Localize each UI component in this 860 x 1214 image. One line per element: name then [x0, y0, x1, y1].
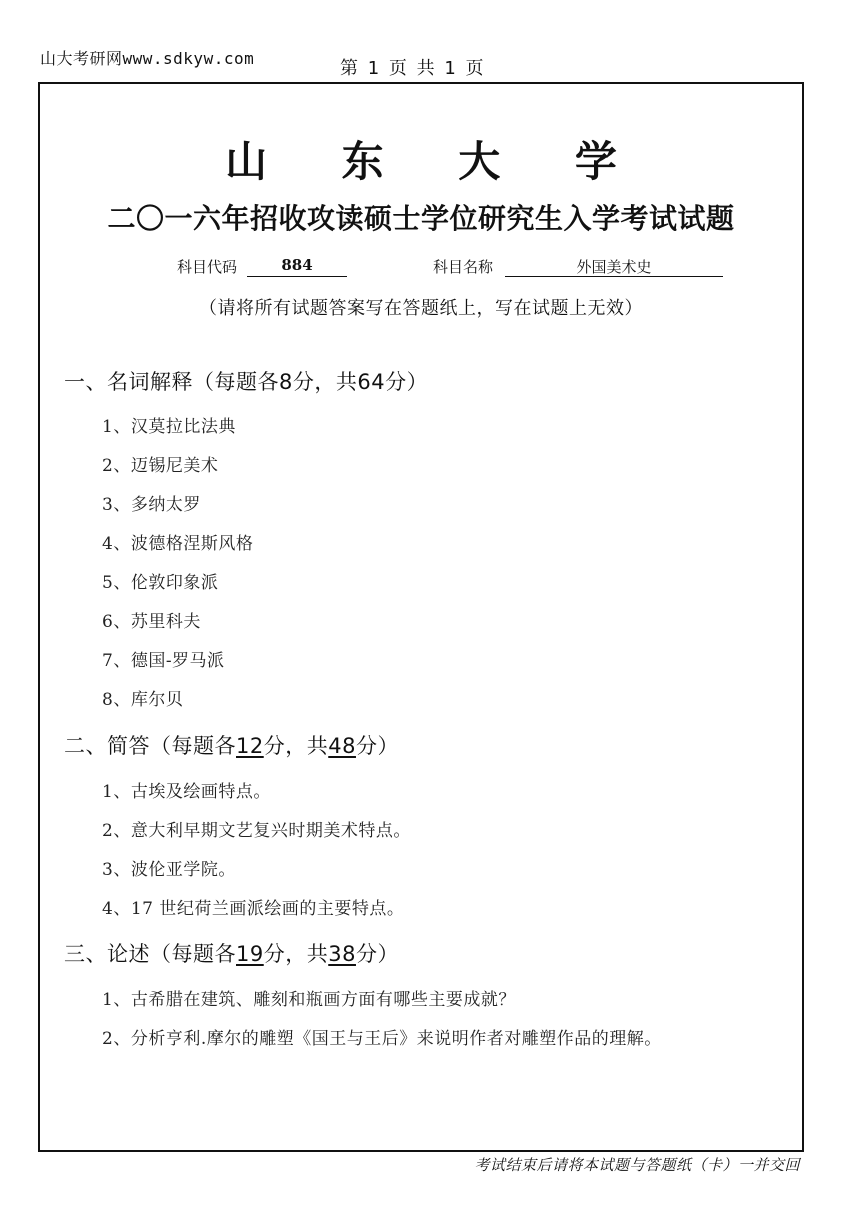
- section-heading-text: 二、简答（每题各: [64, 734, 236, 758]
- section-heading-2: [64, 730, 399, 760]
- list-item: 4、17 世纪荷兰画派绘画的主要特点。: [102, 899, 405, 919]
- points-each: 12: [236, 734, 264, 758]
- points-total: 38: [328, 942, 356, 966]
- points-total: 48: [328, 734, 356, 758]
- section-heading-text: 分，共: [263, 734, 329, 758]
- points-each: 19: [236, 942, 264, 966]
- list-item: 1、古希腊在建筑、雕刻和瓶画方面有哪些主要成就？: [102, 990, 516, 1010]
- section-heading-text: 分，共: [263, 942, 329, 966]
- subject-code-label: 科目代码: [177, 258, 238, 276]
- section-heading-text: 三、论述（每题各: [64, 942, 236, 966]
- site-watermark: 山大考研网www.sdkyw.com: [40, 49, 255, 68]
- list-item: 5、伦敦印象派: [102, 573, 219, 593]
- list-item: 3、波伦亚学院。: [102, 860, 236, 880]
- list-item: 2、迈锡尼美术: [102, 456, 219, 476]
- exam-title: 二〇一六年招收攻读硕士学位研究生入学考试试题: [107, 202, 735, 235]
- list-item: 6、苏里科夫: [102, 612, 201, 632]
- subject-name-label: 科目名称: [433, 258, 494, 276]
- subject-name-value: 外国美术史: [505, 256, 723, 277]
- section-heading-3: [64, 938, 399, 968]
- footer-note: 考试结束后请将本试题与答题纸（卡）一并交回: [474, 1156, 800, 1174]
- instruction-note: （请将所有试题答案写在答题纸上，写在试题上无效）: [199, 298, 643, 319]
- page-counter: 第 1 页 共 1 页: [340, 58, 486, 79]
- list-item: 4、波德格涅斯风格: [102, 534, 254, 554]
- section-heading-text: 分）: [355, 942, 399, 966]
- list-item: 1、汉莫拉比法典: [102, 417, 236, 437]
- subject-code-value: 884: [247, 256, 347, 277]
- list-item: 2、意大利早期文艺复兴时期美术特点。: [102, 821, 411, 841]
- list-item: 1、古埃及绘画特点。: [102, 782, 271, 802]
- exam-paper-frame: [38, 82, 804, 1152]
- list-item: 7、德国-罗马派: [102, 651, 225, 671]
- list-item: 3、多纳太罗: [102, 495, 201, 515]
- section-heading-text: 分）: [355, 734, 399, 758]
- section-heading-1: 一、名词解释（每题各8分，共64分）: [64, 370, 429, 394]
- university-name: 山 东 大 学: [225, 137, 647, 186]
- subject-row: [177, 256, 777, 278]
- list-item: 2、分析亨利.摩尔的雕塑《国王与王后》来说明作者对雕塑作品的理解。: [102, 1029, 662, 1049]
- list-item: 8、库尔贝: [102, 690, 184, 710]
